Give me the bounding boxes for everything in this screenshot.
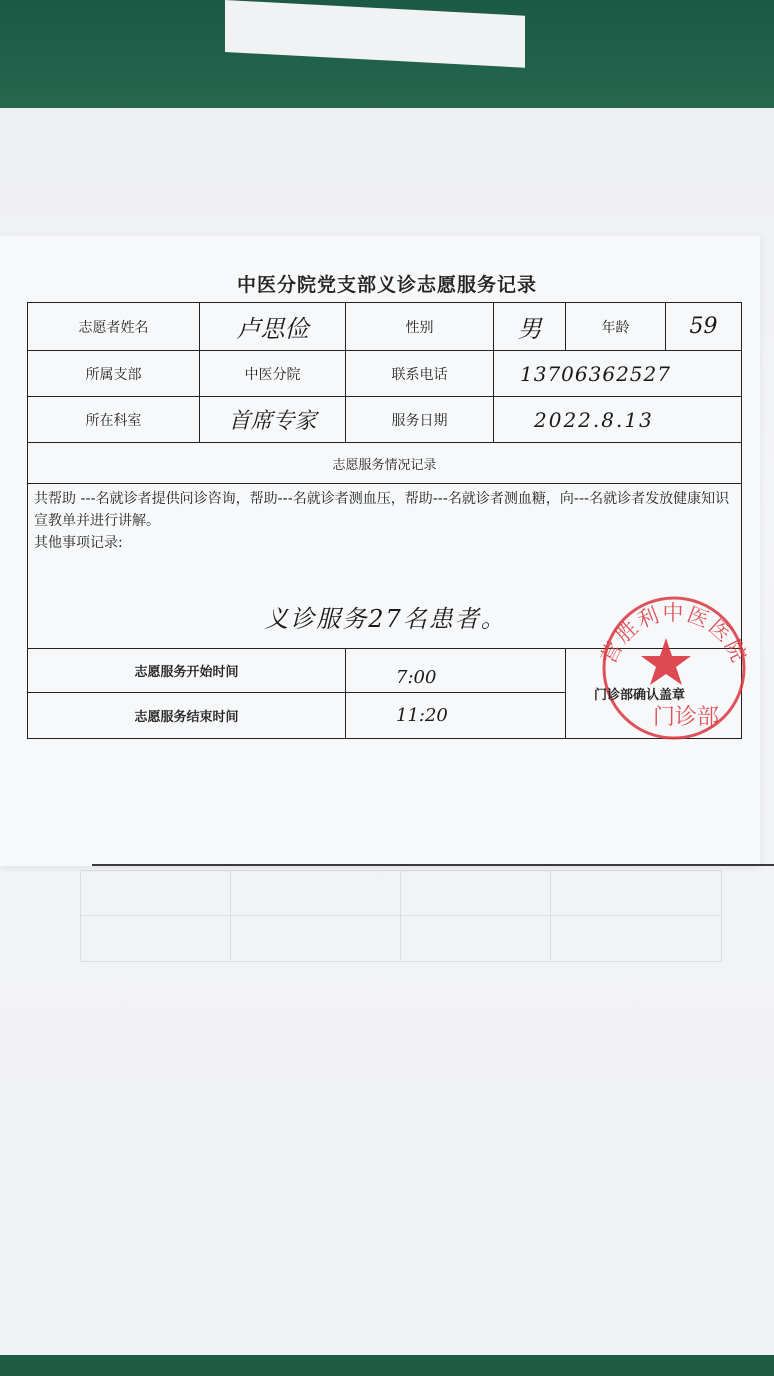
label-service-date: 服务日期 xyxy=(346,397,494,443)
show-through-table xyxy=(80,870,730,1010)
value-department[interactable]: 首席专家 xyxy=(200,397,346,443)
confirm-stamp-label: 门诊部确认盖章 xyxy=(594,688,686,703)
value-start-time[interactable]: 7:00 xyxy=(346,649,566,693)
record-text: 共帮助 ---名就诊者提供问诊咨询，帮助---名就诊者测血压，帮助---名就诊者测血糖，向---名就诊者发放健康知识宣教单并进行讲解。 xyxy=(34,491,730,529)
stamp-inner-text: 门诊部 xyxy=(652,705,720,730)
stamp-outer-text: 营胜利中医医院 xyxy=(596,601,752,668)
other-items-note[interactable]: 义诊服务27名患者。 xyxy=(264,605,507,633)
other-items-label: 其他事项记录: xyxy=(34,535,123,551)
value-end-time[interactable]: 11:20 xyxy=(346,693,566,739)
value-phone[interactable]: 13706362527 xyxy=(494,351,742,397)
label-age: 年龄 xyxy=(566,303,666,351)
record-section-title: 志愿服务情况记录 xyxy=(28,443,742,484)
label-end-time: 志愿服务结束时间 xyxy=(28,693,346,739)
row-section-title xyxy=(28,443,742,484)
value-age[interactable]: 59 xyxy=(666,303,742,351)
red-seal-stamp xyxy=(594,594,752,744)
star-icon xyxy=(641,638,691,685)
label-gender: 性别 xyxy=(346,303,494,351)
background-cloth-bottom xyxy=(0,1355,774,1376)
label-phone: 联系电话 xyxy=(346,351,494,397)
value-gender[interactable]: 男 xyxy=(494,303,566,351)
value-service-date[interactable]: 2022.8.13 xyxy=(494,397,742,443)
label-branch: 所属支部 xyxy=(28,351,200,397)
row-name xyxy=(28,303,742,351)
value-branch[interactable]: 中医分院 xyxy=(200,351,346,397)
sheet-edge-line xyxy=(92,864,774,866)
row-department xyxy=(28,397,742,443)
value-volunteer-name[interactable]: 卢思俭 xyxy=(200,303,346,351)
label-start-time: 志愿服务开始时间 xyxy=(28,649,346,693)
form-title: 中医分院党支部义诊志愿服务记录 xyxy=(236,274,537,296)
row-branch xyxy=(28,351,742,397)
label-volunteer-name: 志愿者姓名 xyxy=(28,303,200,351)
label-department: 所在科室 xyxy=(28,397,200,443)
